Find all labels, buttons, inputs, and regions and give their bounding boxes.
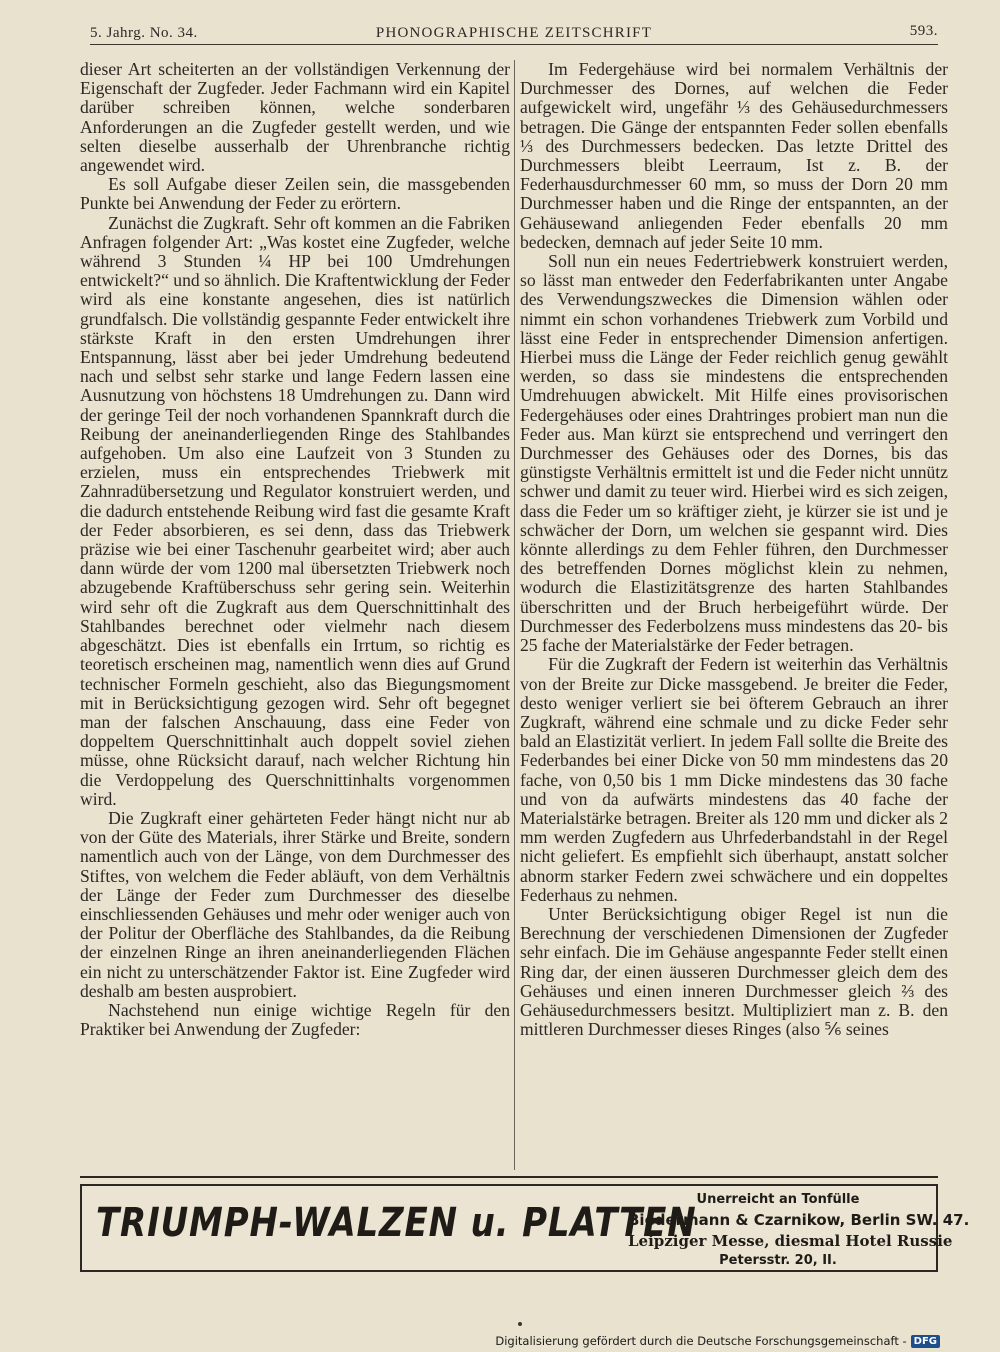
paragraph: Es soll Aufgabe dieser Zeilen sein, die massgebenden Punkte bei Anwendung der Feder zu erörtern.	[80, 174, 510, 214]
left-column	[80, 60, 510, 1039]
ad-details	[628, 1192, 970, 1268]
header-rule	[90, 44, 938, 45]
paragraph: Nachstehend nun einige wichtige Regeln für den Praktiker bei Anwendung der Zugfeder:	[80, 999, 510, 1040]
paragraph: Im Federgehäuse wird bei normalem Verhältnis der Durchmesser des Dornes, auf welchen die Feder aufgewickelt wird, ungefähr ⅓ des Gehäusedurchmessers betragen. Die Gänge der entspannten Feder sollen ebenfalls ⅓ des Durchmessers bedecken. Das letzte Drittel des Durchmessers bleibt Leerraum, Ist z. B. der Federhausdurchmesser 60 mm, so muss der Dorn 20 mm Durchmesser haben und die Ringe der entspannten, an der Gehäusewand anliegenden Feder ebenfalls 20 mm bedecken, demnach auf jeder Seite 10 mm.	[520, 59, 948, 252]
ad-tagline: Unerreicht an Tonfülle	[696, 1192, 860, 1207]
digitization-credit	[495, 1334, 940, 1348]
paragraph: Für die Zugkraft der Federn ist weiterhin das Verhältnis von der Breite zur Dicke massgebend. Je breiter die Feder, desto weniger verliert sie bei öfterem Gebrauch an ihrer Zugkraft, während eine schmale und zu dicke Feder sehr bald an Elastizität verliert. In jedem Fall sollte die Breite des Federbandes bei einer Dicke von 50 mm mindestens das 20 fache, von 0,50 bis 1 mm Dicke mindestens das 30 fache und von da aufwärts mindestens das 40 fache der Materialstärke betragen. Breiter als 120 mm und dicker als 2 mm werden Zugfedern aus Uhrfederbandstahl in der Regel nicht geliefert. Es empfiehlt sich überhaupt, anstatt solcher abnorm starker Federn zwei schwächere und ein doppeltes Federhaus zu nehmen.	[520, 654, 948, 905]
ad-address: Petersstr. 20, II.	[719, 1253, 837, 1268]
running-header	[90, 22, 938, 44]
issue-number: 5. Jahrg. No. 34.	[90, 25, 198, 41]
page-dot	[518, 1322, 522, 1326]
paragraph: Soll nun ein neues Federtriebwerk konstruiert werden, so lässt man entweder den Federfabrikanten unter Angabe des Verwendungszweckes die Dimension wählen oder nimmt ein schon vorhandenes Triebwerk zum Vorbild und lässt eine Feder in entsprechender Dimension anfertigen. Hierbei muss die Länge der Feder reichlich genug gewählt werden, so dass sie mindestens die entsprechenden Umdrehuugen abwickelt. Mit Hilfe eines provisorischen Federgehäuses oder eines Drahtringes probiert man nun die Feder aus. Man kürzt sie entsprechend und verringert den Durchmesser des Gehäuses oder des Dornes, bis das günstigste Verhältnis ermittelt ist und die Feder nicht unnütz schwer und damit zu teuer wird. Hierbei wird es sich zeigen, dass die Feder um so kräftiger zieht, je kürzer sie ist und je schwächer der Dorn, um welchen sie gespannt wird. Dies könnte allerdings zu dem Fehler führen, den Durchmesser des betreffenden Dornes möglichst klein zu nehmen, wodurch die Elastizitätsgrenze des harten Stahlbandes überschritten und der Bruch herbeigeführt würde. Der Durchmesser des Federbolzens muss mindestens das 20- bis 25 fache der Materialstärke der Feder betragen.	[520, 251, 948, 656]
right-column	[520, 60, 948, 1039]
paragraph: Unter Berücksichtigung obiger Regel ist nun die Berechnung der verschiedenen Dimensionen der Zugfeder sehr einfach. Die im Gehäuse angespannte Feder stellt einen Ring dar, der einen äusseren Durchmesser gleich dem des Gehäuses und einen inneren Durchmesser gleich ⅔ des Gehäusedurchmessers besitzt. Multipliziert man z. B. den mittleren Durchmesser dieses Ringes (also ⅚ seines	[520, 903, 948, 1040]
paragraph: Die Zugkraft einer gehärteten Feder hängt nicht nur ab von der Güte des Materials, ihrer Stärke und Breite, sondern namentlich auch von der Länge, von dem Durchmesser des Stiftes, von welchem die Feder abläuft, von dem Verhältnis der Länge der Feder zum Durchmesser des dieselbe einschliessenden Gehäuses und mehr oder weniger auch von der Politur der Oberfläche des Stahlbandes, da die Reibung der einzelnen Ringe an ihren aneinanderliegenden Flächen ein nicht zu unterschätzender Faktor ist. Eine Zugfeder wird deshalb am besten ausprobiert.	[80, 807, 510, 1001]
credit-text: Digitalisierung gefördert durch die Deutsche Forschungsgemeinschaft -	[495, 1334, 907, 1348]
ad-headline: TRIUMPH-WALZEN u. PLATTEN	[96, 1200, 697, 1246]
footer-rule	[80, 1176, 938, 1178]
advertisement-box	[80, 1184, 970, 1272]
journal-title: PHONOGRAPHISCHE ZEITSCHRIFT	[375, 25, 653, 41]
dfg-logo-icon: DFG	[911, 1335, 940, 1348]
ad-fair: Leipziger Messe, diesmal Hotel Russie	[628, 1232, 953, 1250]
column-divider	[514, 60, 515, 1170]
paragraph: dieser Art scheiterten an der vollständigen Verkennung der Eigenschaft der Zugfeder. Jeder Fachmann wird ein Kapitel darüber schreiben können, welche sonderbaren Anforderungen an die Zugfeder gestellt werden, und wie selten dieselbe ausserhalb der Uhrenbranche richtig angewendet wird.	[80, 59, 510, 176]
ad-company: Biedermann & Czarnikow, Berlin SW. 47.	[628, 1211, 970, 1229]
page-number: 593.	[909, 23, 938, 39]
paragraph: Zunächst die Zugkraft. Sehr oft kommen an die Fabriken Anfragen folgender Art: „Was kostet eine Zugfeder, welche während 3 Stunden ¼ HP bei 100 Umdrehungen entwickelt?“ und so ähnlich. Die Kraftentwicklung der Feder wird als eine konstante angesehen, dies ist natürlich grundfalsch. Die vollständig gespannte Feder entwickelt ihre stärkste Kraft in den ersten Umdrehungen ihrer Entspannung, lässt aber bei jeder Umdrehung bedeutend nach und selbst sehr starke und lange Federn lassen eine Ausnutzung von höchstens 18 Umdrehungen zu. Dann wird der geringe Teil der noch vorhandenen Spannkraft durch die Reibung der aneinanderliegenden Ringe des Stahlbandes aufgehoben. Um also eine Laufzeit von 3 Stunden zu erzielen, muss ein entsprechendes Triebwerk mit Zahnradübersetzung und Regulator konstruiert werden, und die dadurch entstehende Reibung wird fast die gesamte Kraft der Feder absorbieren, es sei denn, dass das Triebwerk präzise wie bei einer Taschenuhr gearbeitet wird; aber auch dann würde der vom 1200 mal übersetzten Triebwerk noch abzugebende Kraftüberschuss sehr gering sein. Weiterhin wird sehr oft die Zugkraft aus dem Querschnittinhalt des Stahlbandes berechnet oder vielmehr nach diesem abgeschätzt. Dies ist ebenfalls ein Irrtum, so richtig es teoretisch erscheinen mag, namentlich wenn dies auf Grund technischer Formeln geschieht, also das Biegungsmoment mit in Berücksichtigung gezogen wird. Sehr oft begegnet man der falschen Anschauung, dass eine Feder von doppeltem Querschnittinhalt auch doppelt soviel ziehen müsse, ohne Rücksicht darauf, nach welcher Richtung hin die Verdoppelung des Querschnittinhalts vorgenommen wird.	[80, 212, 510, 809]
